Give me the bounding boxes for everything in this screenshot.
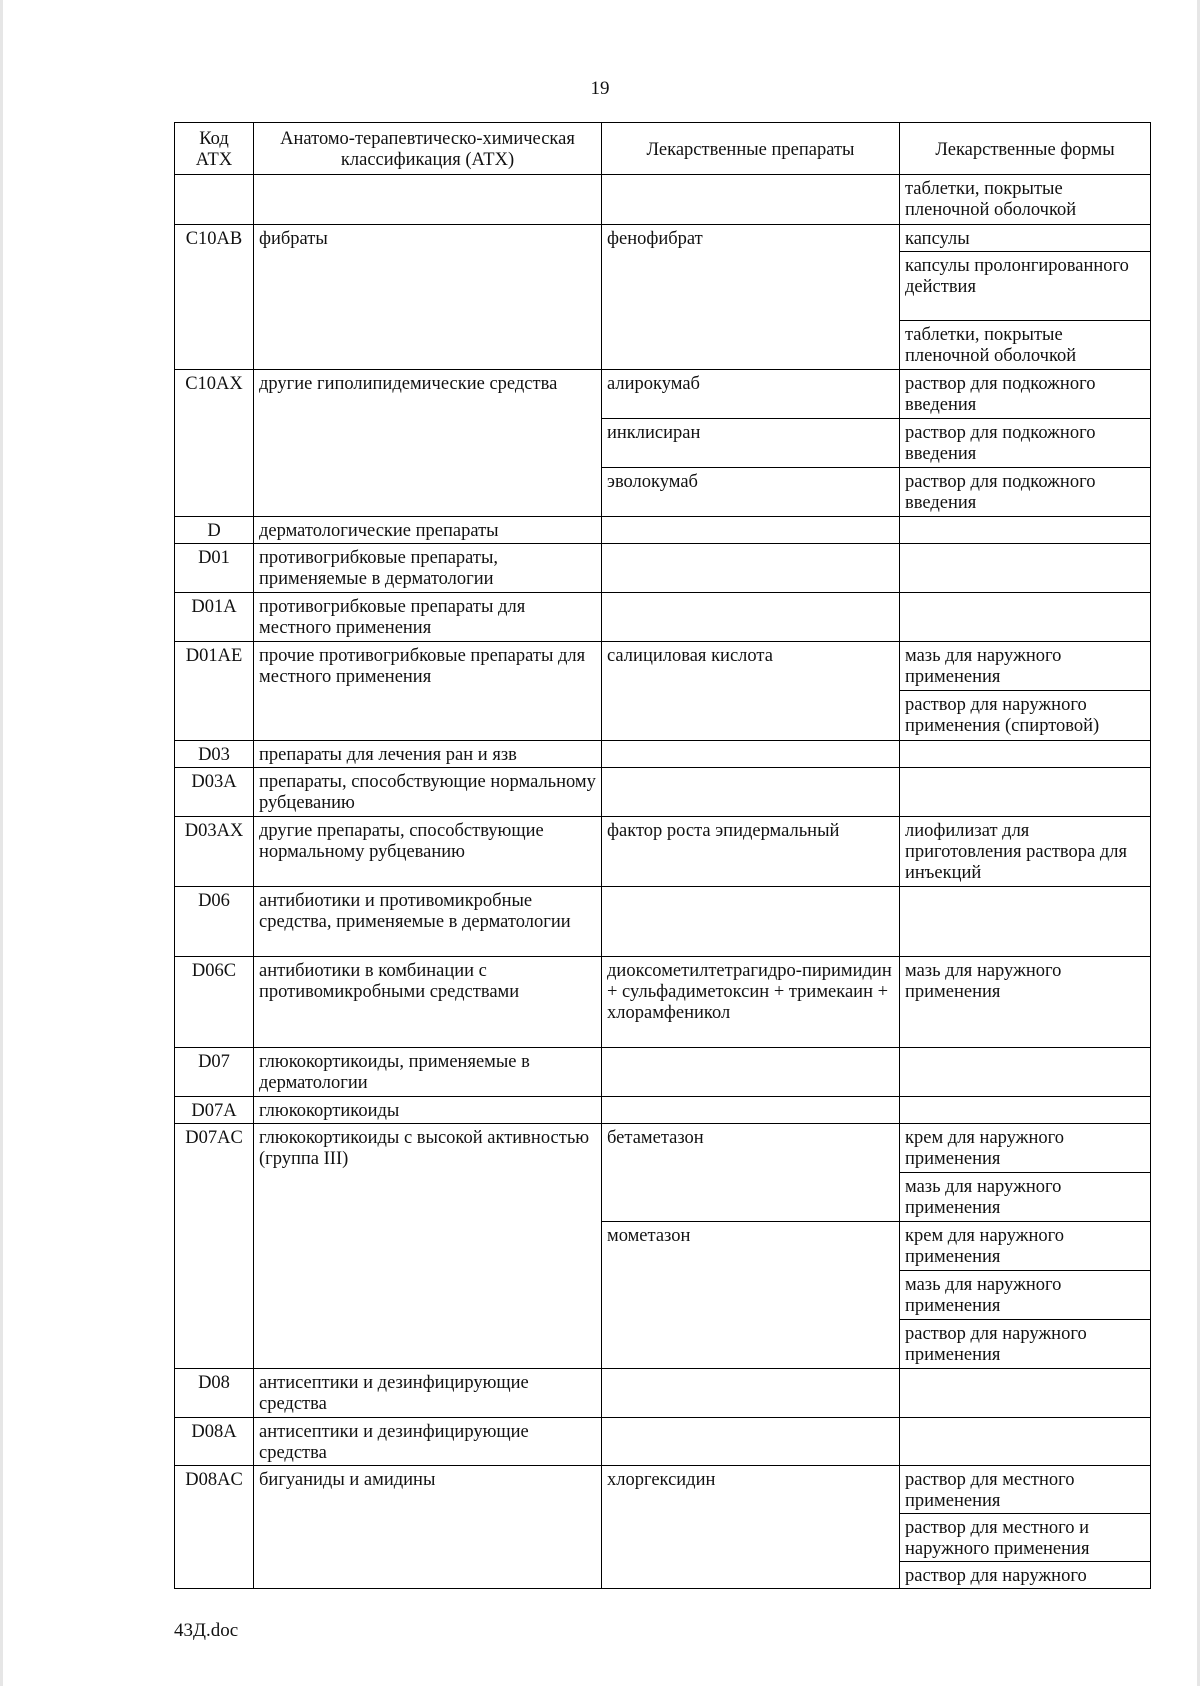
cell-form (900, 1418, 1151, 1466)
cell-form: раствор для местного применения (900, 1466, 1151, 1514)
cell-code: D06 (175, 887, 254, 957)
cell-drug (602, 768, 900, 817)
header-code: Код АТХ (175, 123, 254, 175)
table-row (175, 817, 1151, 887)
cell-atc: глюкокортикоиды с высокой активностью (группа III) (254, 1124, 602, 1369)
cell-form (900, 517, 1151, 544)
table-row (175, 175, 1151, 225)
table-row (175, 1124, 1151, 1173)
atx-table (174, 122, 1151, 1589)
cell-code: D01AE (175, 642, 254, 741)
header-form: Лекарственные формы (900, 123, 1151, 175)
cell-code: D03AX (175, 817, 254, 887)
cell-drug: алирокумаб (602, 370, 900, 419)
table-row (175, 1369, 1151, 1418)
cell-form (900, 593, 1151, 642)
cell-form (900, 1097, 1151, 1124)
cell-atc (254, 175, 602, 225)
table-row (175, 957, 1151, 1048)
cell-form: капсулы пролонгированного действия (900, 252, 1151, 321)
cell-form: крем для наружного применения (900, 1124, 1151, 1173)
cell-drug: фенофибрат (602, 225, 900, 370)
cell-code: C10AX (175, 370, 254, 517)
cell-form: таблетки, покрытые пленочной оболочкой (900, 321, 1151, 370)
cell-code: D07AC (175, 1124, 254, 1369)
cell-code: D03A (175, 768, 254, 817)
table-row (175, 741, 1151, 768)
cell-form: крем для наружного применения (900, 1222, 1151, 1271)
cell-code: D03 (175, 741, 254, 768)
cell-atc: противогрибковые препараты, применяемые в дерматологии (254, 544, 602, 593)
header-drug: Лекарственные препараты (602, 123, 900, 175)
cell-drug (602, 1048, 900, 1097)
cell-form: мазь для наружного применения (900, 957, 1151, 1048)
cell-form: капсулы (900, 225, 1151, 252)
cell-drug (602, 1418, 900, 1466)
cell-form: раствор для подкожного введения (900, 468, 1151, 517)
cell-drug (602, 1097, 900, 1124)
cell-drug: салициловая кислота (602, 642, 900, 741)
scan-edge-left (0, 0, 3, 1686)
cell-form: раствор для наружного применения (900, 1320, 1151, 1369)
cell-form: мазь для наружного применения (900, 1173, 1151, 1222)
table-row (175, 1048, 1151, 1097)
cell-drug (602, 517, 900, 544)
cell-drug: хлоргексидин (602, 1466, 900, 1589)
cell-atc: глюкокортикоиды, применяемые в дерматологии (254, 1048, 602, 1097)
cell-atc: антисептики и дезинфицирующие средства (254, 1369, 602, 1418)
table-row (175, 1466, 1151, 1514)
cell-code: D07A (175, 1097, 254, 1124)
footer-filename: 43Д.doc (174, 1620, 239, 1641)
cell-code: D (175, 517, 254, 544)
cell-form: лиофилизат для приготовления раствора для инъекций (900, 817, 1151, 887)
cell-form (900, 1369, 1151, 1418)
cell-atc: антибиотики в комбинации с противомикробными средствами (254, 957, 602, 1048)
cell-drug: фактор роста эпидермальный (602, 817, 900, 887)
cell-drug (602, 544, 900, 593)
cell-drug: бетаметазон (602, 1124, 900, 1222)
cell-form: раствор для наружного (900, 1562, 1151, 1589)
table-row (175, 517, 1151, 544)
cell-code: D08AC (175, 1466, 254, 1589)
cell-code: C10AB (175, 225, 254, 370)
cell-form (900, 1048, 1151, 1097)
cell-form: раствор для местного и наружного применения (900, 1514, 1151, 1562)
cell-atc: прочие противогрибковые препараты для местного применения (254, 642, 602, 741)
cell-atc: антибиотики и противомикробные средства, применяемые в дерматологии (254, 887, 602, 957)
cell-atc: бигуаниды и амидины (254, 1466, 602, 1589)
cell-drug (602, 741, 900, 768)
cell-drug: эволокумаб (602, 468, 900, 517)
cell-drug (602, 887, 900, 957)
table-row (175, 370, 1151, 419)
cell-drug: инклисиран (602, 419, 900, 468)
cell-atc: другие препараты, способствующие нормальному рубцеванию (254, 817, 602, 887)
cell-atc: антисептики и дезинфицирующие средства (254, 1418, 602, 1466)
cell-code: D08A (175, 1418, 254, 1466)
cell-form: раствор для подкожного введения (900, 419, 1151, 468)
cell-code: D08 (175, 1369, 254, 1418)
cell-form: раствор для наружного применения (спиртовой) (900, 691, 1151, 741)
cell-code: D01A (175, 593, 254, 642)
cell-form: мазь для наружного применения (900, 1271, 1151, 1320)
header-atc: Анатомо-терапевтическо-химическая классификация (АТХ) (254, 123, 602, 175)
cell-form: раствор для подкожного введения (900, 370, 1151, 419)
cell-atc: препараты, способствующие нормальному рубцеванию (254, 768, 602, 817)
cell-drug (602, 175, 900, 225)
cell-code: D06C (175, 957, 254, 1048)
table-header-row (175, 123, 1151, 175)
page-number: 19 (590, 78, 610, 99)
cell-form (900, 887, 1151, 957)
cell-form: таблетки, покрытые пленочной оболочкой (900, 175, 1151, 225)
table-row (175, 544, 1151, 593)
cell-form: мазь для наружного применения (900, 642, 1151, 691)
table-row (175, 768, 1151, 817)
cell-drug: мометазон (602, 1222, 900, 1369)
cell-code: D01 (175, 544, 254, 593)
cell-code (175, 175, 254, 225)
cell-drug (602, 593, 900, 642)
cell-code: D07 (175, 1048, 254, 1097)
cell-atc: другие гиполипидемические средства (254, 370, 602, 517)
cell-atc: глюкокортикоиды (254, 1097, 602, 1124)
cell-form (900, 741, 1151, 768)
table-row (175, 887, 1151, 957)
cell-drug (602, 1369, 900, 1418)
cell-form (900, 544, 1151, 593)
table-row (175, 642, 1151, 691)
cell-atc: фибраты (254, 225, 602, 370)
cell-drug: диоксометилтетрагидро-пиримидин + сульфадиметоксин + тримекаин + хлорамфеникол (602, 957, 900, 1048)
cell-atc: дерматологические препараты (254, 517, 602, 544)
table-row (175, 1097, 1151, 1124)
cell-atc: противогрибковые препараты для местного применения (254, 593, 602, 642)
cell-atc: препараты для лечения ран и язв (254, 741, 602, 768)
table-row (175, 593, 1151, 642)
cell-form (900, 768, 1151, 817)
table-row (175, 1418, 1151, 1466)
table-row (175, 225, 1151, 252)
